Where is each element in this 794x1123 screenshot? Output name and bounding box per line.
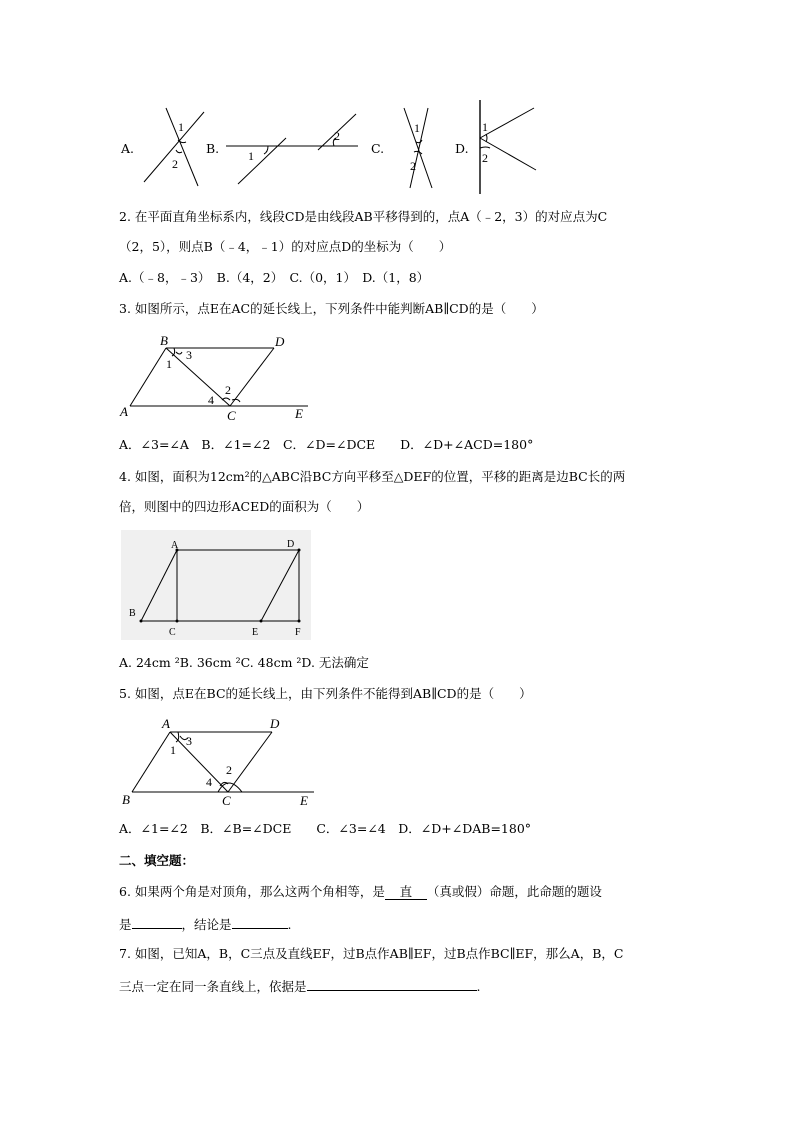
q6-answer-blank: 直: [385, 886, 427, 900]
q1-figure-d: [474, 98, 538, 196]
q5-options: A．∠1=∠2 B．∠B=∠DCE C．∠3=∠4 D．∠D+∠DAB=180°: [119, 821, 532, 836]
q3-stem: 3. 如图所示，点E在AC的延长线上，下列条件中能判断AB∥CD的是（ ）: [119, 301, 544, 316]
q4-label-C: C: [169, 627, 176, 638]
q4-label-E: E: [252, 627, 259, 638]
fig-b-label-1: 1: [248, 149, 254, 163]
q6-premise-blank[interactable]: [132, 916, 182, 929]
q5-figure: [118, 714, 324, 810]
fig-d-label-1: 1: [482, 120, 488, 134]
q4-line-2: 倍，则图中的四边形ACED的面积为（ ）: [119, 499, 370, 514]
q6-conclusion-blank[interactable]: [232, 916, 288, 929]
q7-line-1: 7. 如图，已知A，B，C三点及直线EF，过B点作AB∥EF，过B点作BC∥EF，那么A，B，C: [119, 946, 624, 961]
q7-line2-post: .: [476, 979, 481, 994]
q3-label-E: E: [295, 406, 303, 421]
q6-line2-mid: ，结论是: [181, 917, 232, 932]
fig-c-label-2: 2: [410, 159, 416, 173]
fig-a-label-1: 1: [178, 120, 184, 134]
q5-angle-1: 1: [170, 743, 176, 757]
q5-label-A: A: [162, 716, 170, 731]
q5-angle-3: 3: [186, 734, 192, 748]
q1-figure-a: [138, 104, 210, 188]
option-b-label: B.: [206, 141, 220, 156]
q3-angle-1: 1: [166, 357, 172, 371]
fig-b-label-2: 2: [334, 129, 340, 143]
q5-angle-2: 2: [226, 763, 232, 777]
q6-line-2: [119, 916, 292, 932]
q5-angle-4: 4: [206, 775, 212, 789]
q5-label-D: D: [270, 716, 280, 731]
q7-line2-pre: 三点一定在同一条直线上，依据是: [119, 979, 307, 994]
q4-label-D: D: [287, 539, 295, 550]
q5-label-E: E: [300, 793, 308, 808]
q4-label-A: A: [171, 540, 179, 551]
q3-label-B: B: [160, 333, 168, 348]
q3-angle-2: 2: [225, 383, 231, 397]
q2-options: A.（﹣8，﹣3） B.（4，2） C.（0，1） D.（1，8）: [119, 270, 430, 285]
q6-line2-pre: 是: [119, 917, 132, 932]
q5-label-C: C: [222, 793, 231, 808]
q3-angle-4: 4: [208, 393, 214, 407]
q6-line2-post: .: [287, 917, 292, 932]
q4-label-F: F: [295, 627, 301, 638]
q6-line-1: [119, 886, 602, 900]
q4-options: A. 24cm ²B. 36cm ²C. 48cm ²D. 无法确定: [119, 655, 369, 670]
q4-figure: [121, 530, 311, 640]
q1-figure-c: [392, 104, 440, 190]
section-title-fill-in: 二、填空题：: [119, 853, 195, 868]
q1-figure-b: [224, 112, 364, 188]
q3-label-C: C: [227, 408, 236, 422]
q4-label-B: B: [129, 608, 136, 619]
q5-stem: 5. 如图，点E在BC的延长线上，由下列条件不能得到AB∥CD的是（ ）: [119, 686, 532, 701]
q3-options: A．∠3=∠A B．∠1=∠2 C．∠D=∠DCE D．∠D+∠ACD=180°: [119, 437, 534, 452]
fig-a-label-2: 2: [172, 157, 178, 171]
option-d-label: D.: [455, 141, 469, 156]
q3-figure: [118, 330, 318, 422]
q3-label-D: D: [275, 334, 285, 349]
q2-line-1: 2. 在平面直角坐标系内，线段CD是由线段AB平移得到的，点A（﹣2，3）的对应点为C: [119, 209, 608, 224]
option-a-label: A.: [121, 141, 135, 156]
q6-text-post: （真或假）命题，此命题的题设: [426, 884, 602, 899]
q5-label-B: B: [122, 792, 130, 807]
q4-line-1: 4. 如图，面积为12cm²的△ABC沿BC方向平移至△DEF的位置，平移的距离是边BC长的两: [119, 469, 626, 484]
q6-text-pre: 6. 如果两个角是对顶角，那么这两个角相等，是: [119, 884, 385, 899]
q7-line-2: [119, 978, 481, 994]
q3-angle-3: 3: [186, 348, 192, 362]
q3-label-A: A: [120, 404, 128, 419]
fig-c-label-1: 1: [414, 121, 420, 135]
q7-reason-blank[interactable]: [307, 978, 477, 991]
fig-d-label-2: 2: [482, 151, 488, 165]
option-c-label: C.: [371, 141, 385, 156]
q2-line-2: （2，5），则点B（﹣4，﹣1）的对应点D的坐标为（ ）: [119, 239, 452, 254]
